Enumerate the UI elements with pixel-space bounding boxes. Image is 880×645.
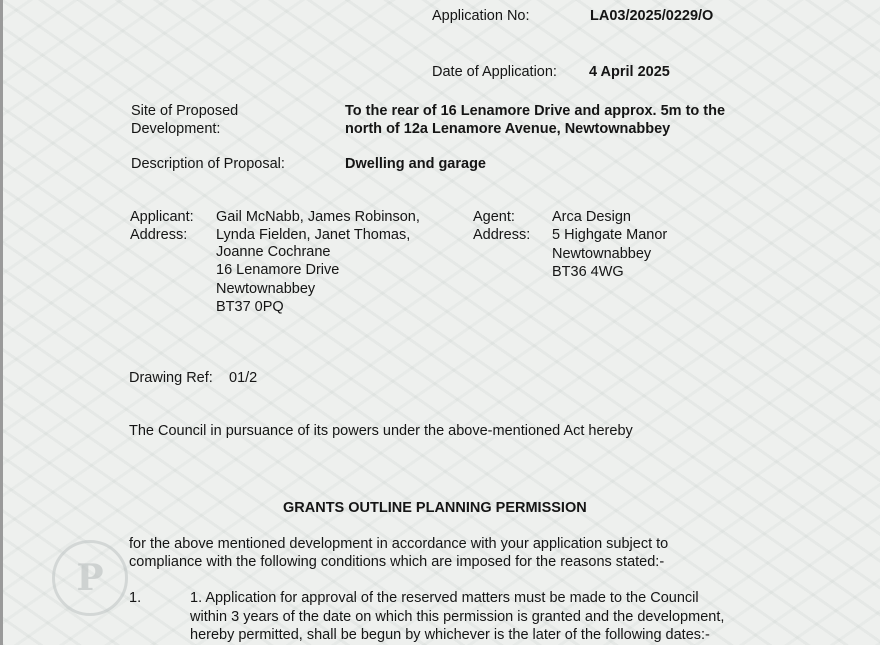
application-no-label: Application No: bbox=[432, 8, 530, 24]
description-value: Dwelling and garage bbox=[345, 156, 486, 172]
condition-line: within 3 years of the date on which this permission is granted and the development, bbox=[190, 609, 725, 625]
condition-number: 1. bbox=[129, 590, 142, 606]
agent-line: Arca Design bbox=[552, 209, 631, 225]
agent-label: Agent: bbox=[473, 209, 515, 225]
applicant-line: BT37 0PQ bbox=[216, 299, 284, 315]
applicant-address-label: Address: bbox=[130, 227, 188, 243]
condition-line: hereby permitted, shall be begun by whichever is the later of the following dates:- bbox=[190, 627, 710, 643]
applicant-line: Newtownabbey bbox=[216, 281, 316, 297]
site-label-line-2: Development: bbox=[131, 121, 221, 137]
page-edge bbox=[0, 0, 3, 645]
site-label-line-1: Site of Proposed bbox=[131, 103, 239, 119]
drawing-ref-label: Drawing Ref: bbox=[129, 370, 213, 386]
agent-line: 5 Highgate Manor bbox=[552, 227, 668, 243]
intro-line: compliance with the following conditions which are imposed for the reasons stated:- bbox=[129, 554, 665, 570]
intro-line: for the above mentioned development in accordance with your application subject to bbox=[129, 536, 669, 552]
applicant-label: Applicant: bbox=[130, 209, 194, 225]
date-label: Date of Application: bbox=[432, 64, 557, 80]
council-statement: The Council in pursuance of its powers under the above-mentioned Act hereby bbox=[129, 423, 633, 439]
drawing-ref-value: 01/2 bbox=[229, 370, 258, 386]
agent-line: Newtownabbey bbox=[552, 246, 652, 262]
application-no-value: LA03/2025/0229/O bbox=[590, 8, 714, 24]
condition-line: 1. Application for approval of the reserved matters must be made to the Council bbox=[190, 590, 699, 606]
grant-heading: GRANTS OUTLINE PLANNING PERMISSION bbox=[283, 500, 587, 516]
site-value-line-1: To the rear of 16 Lenamore Drive and approx. 5m to the bbox=[345, 103, 726, 119]
agent-line: BT36 4WG bbox=[552, 264, 624, 280]
applicant-line: Lynda Fielden, Janet Thomas, bbox=[216, 227, 411, 243]
date-value: 4 April 2025 bbox=[589, 64, 670, 80]
applicant-line: Joanne Cochrane bbox=[216, 244, 331, 260]
watermark-logo: P bbox=[52, 540, 128, 616]
agent-address-label: Address: bbox=[473, 227, 531, 243]
site-value-line-2: north of 12a Lenamore Avenue, Newtownabbey bbox=[345, 121, 671, 137]
applicant-line: Gail McNabb, James Robinson, bbox=[216, 209, 420, 225]
description-label: Description of Proposal: bbox=[131, 156, 285, 172]
applicant-line: 16 Lenamore Drive bbox=[216, 262, 340, 278]
